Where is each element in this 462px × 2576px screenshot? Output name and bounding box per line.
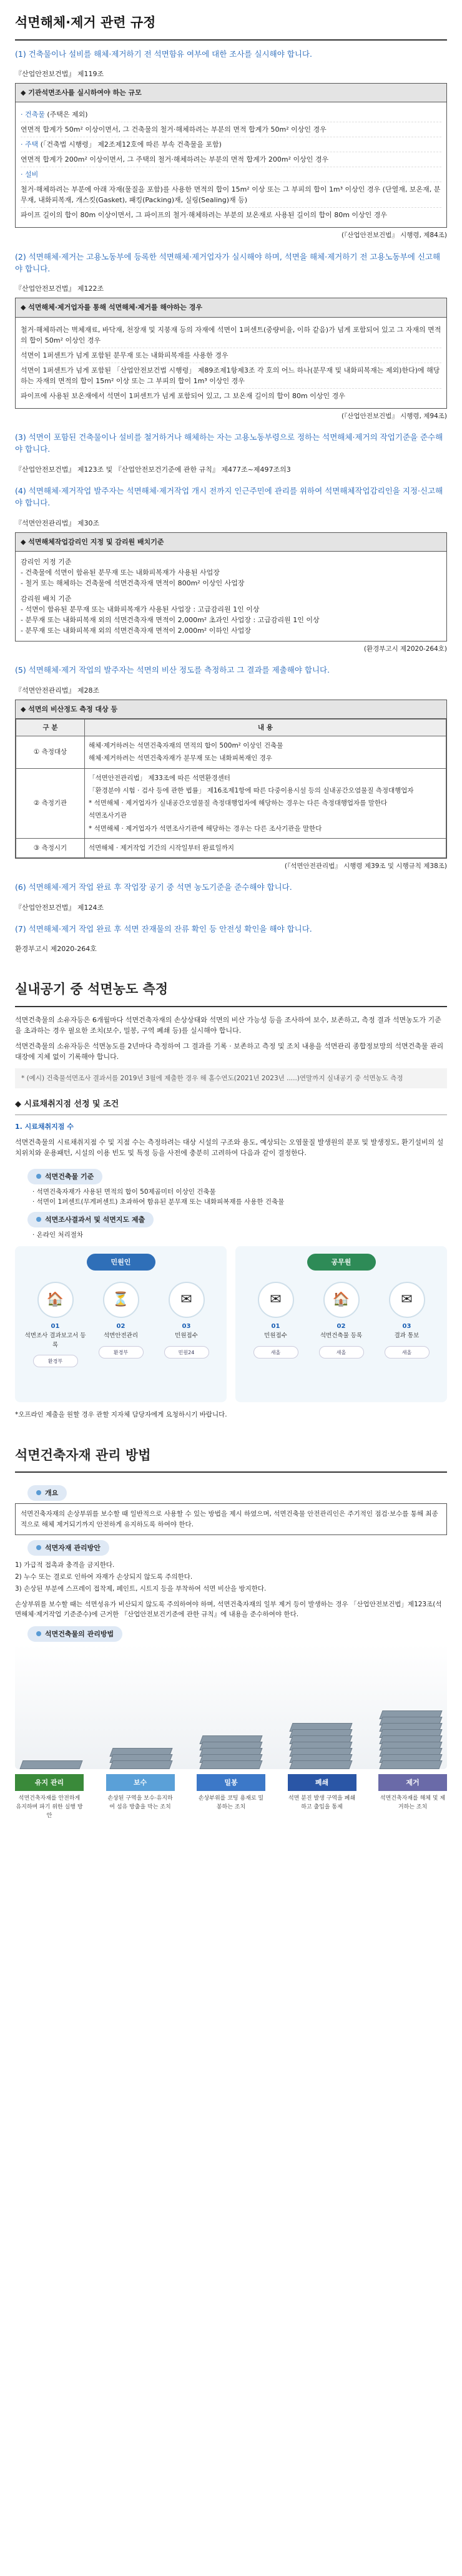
- panel-civil-tag: 민원인: [87, 1254, 155, 1271]
- row-category: · 설비: [21, 170, 39, 179]
- note-2: (『산업안전보건법』 시행령, 제94조): [341, 412, 447, 420]
- table-line: 석면조사기관: [89, 812, 127, 820]
- box-1-row: [21, 107, 441, 122]
- law-6: 『산업안전보건법』 제124조: [15, 903, 104, 912]
- row-text: 연면적 합계가 200m² 이상이면서, 그 주택의 철거·해체하려는 부분의 면적 합계가 200m² 이상인 경우: [21, 155, 329, 164]
- step-icon: ✉: [169, 1282, 205, 1318]
- method-label: 제거: [378, 1774, 447, 1791]
- box-4-row: - 철거 또는 해체하는 건축물에 석면건축자재 면적이 800m² 이상인 사업장: [21, 578, 245, 587]
- step-icon: ⏳: [103, 1282, 139, 1318]
- table-row: [16, 838, 446, 857]
- step-number: 01: [271, 1323, 280, 1330]
- box-1-head: ◆ 기관석면조사를 실시하여야 하는 규모: [16, 84, 446, 102]
- box-4-row: 감리인 지정 기준: [21, 557, 72, 566]
- offline-footnote: *오프라인 제출을 원할 경우 관할 지자체 담당자에게 요청하시기 바랍니다.: [15, 1411, 227, 1419]
- rule-1: (1) 건축물이나 설비를 해체·제거하기 전 석면함유 여부에 대한 조사를 실시해야 합니다.: [15, 49, 312, 59]
- law-2: 『산업안전보건법』 제122조: [15, 285, 104, 293]
- methods-illustration: [15, 1644, 447, 1769]
- rule-3: (3) 석면이 포함된 건축물이나 설비를 철거하거나 해체하는 자는 고용노동부령으로 정하는 석면해체·제거의 작업기준을 준수해야 합니다.: [15, 432, 443, 454]
- law-4: 『석면안전관리법』 제30조: [15, 519, 100, 527]
- pill-label: 석면조사결과서 및 석면지도 제출: [45, 1216, 145, 1224]
- step-number: 01: [51, 1323, 60, 1330]
- rule-4: (4) 석면해체·제거작업 발주자는 석면해체·제거작업 개시 전까지 인근주민에 관리를 위하여 석면해체작업감리인을 지정·신고해야 합니다.: [15, 485, 443, 508]
- step-logo: 민원24: [164, 1346, 209, 1359]
- rule-2: (2) 석면해체·제거는 고용노동부에 등록한 석면해체·제거업자가 실시해야 하며, 석면을 해체·제거하기 전 고용노동부에 신고해야 합니다.: [15, 251, 441, 274]
- method-desc: 석면건축자재를 안전하게 유지하며 파기 위한 실행 방안: [16, 1795, 83, 1820]
- row-text: 파이프 길이의 합이 80m 이상이면서, 그 파이프의 철거·해체하려는 부분의 보온재로 사용된 길이의 합이 80m 이상인 경우: [21, 211, 388, 220]
- material-slab: [379, 1760, 442, 1769]
- table-header-category: 구 분: [16, 719, 85, 736]
- flow-step: [155, 1282, 218, 1367]
- material-stack: [291, 1725, 351, 1769]
- material-slab: [19, 1760, 82, 1769]
- box-4-row: - 분무재 또는 내화피복재 외의 석면건축자재 면적이 2,000m² 초과인 사업장 : 고급감리원 1인 이상: [21, 615, 320, 624]
- box-5: [15, 700, 447, 859]
- step-label: 석면조사 결과보고서 등록: [24, 1332, 86, 1349]
- method-label: 보수: [106, 1774, 175, 1791]
- pill-label: 개요: [45, 1489, 59, 1498]
- step-label: 석면건축물 등록: [320, 1332, 363, 1339]
- pill-label: 석면건축물 기준: [45, 1172, 94, 1181]
- box-2-row: 철거·해체하려는 벽체재료, 바닥재, 천장재 및 지붕재 등의 자재에 석면이 1퍼센트(중량비율, 이하 같음)가 넘게 포함되어 있고 그 자재의 면적의 합이 50m² 이상인 경우: [21, 323, 441, 348]
- law-5: 『석면안전관리법』 제28조: [15, 686, 100, 695]
- management-step: 3) 손상된 부분에 스프레이 접착제, 페인트, 시트지 등을 부착하여 석면 비산을 방지한다.: [15, 1585, 267, 1593]
- measure-table: [16, 719, 446, 858]
- criteria-line: · 석면건축자재가 사용된 면적의 합이 50제곱미터 이상인 건축물: [32, 1188, 216, 1196]
- management-step: 2) 누수 또는 결로로 인하여 자재가 손상되지 않도록 주의한다.: [15, 1573, 193, 1581]
- pill-building-criteria: [27, 1169, 102, 1184]
- table-cell-content: [85, 838, 446, 857]
- box-1-row: [21, 137, 441, 152]
- note-5: (『석면안전관리법』 시행령 제39조 및 시행규칙 제38조): [284, 862, 447, 871]
- sampling-point-text: 석면건축물의 시료채취지점 수 및 지점 수는 측정하려는 대상 시설의 구조와 용도, 예상되는 오염물질 발생원의 분포 및 발생정도, 환기설비의 설치위치와 운용패턴, 시설의 이용 빈도 및 특정 등을 사전에 충분히 고려하여 다음과 같이 결정한다.: [15, 1138, 444, 1158]
- note-1: (『산업안전보건법』 시행령, 제84조): [341, 232, 447, 240]
- table-row: [16, 768, 446, 838]
- rule-5: (5) 석면해체·제거 작업의 발주자는 석면의 비산 정도를 측정하고 그 결과를 제출해야 합니다.: [15, 665, 330, 675]
- box-4-row: - 석면이 함유된 분무재 또는 내화피복재가 사용된 사업장 : 고급감리원 1인 이상: [21, 605, 260, 613]
- table-line: 「환경분야 시험 · 검사 등에 관한 법률」 제16조제1항에 따른 다중이용시설 등의 실내공간오염물질 측정대행업자: [89, 786, 414, 794]
- online-procedure: · 온라인 처리절차: [32, 1231, 84, 1239]
- box-1-row: [21, 152, 441, 167]
- box-4-row: - 분무재 또는 내화피복재 외의 석면건축자재 면적이 2,000m² 이하인 사업장: [21, 626, 251, 635]
- procedure-flow: [15, 1246, 447, 1402]
- sampling-point-title: 1. 시료채취지점 수: [15, 1123, 74, 1131]
- pill-label: 석면자재 관리방안: [45, 1543, 101, 1552]
- box-2: [15, 298, 447, 408]
- box-2-head: ◆ 석면해체·제거업자를 통해 석면해체·제거를 해야하는 경우: [16, 298, 446, 317]
- row-category: · 건축물: [21, 110, 47, 119]
- box-1-row: [21, 182, 441, 208]
- methods-descriptions: [15, 1795, 447, 1831]
- box-1-row: [21, 167, 441, 182]
- material-slab: [199, 1760, 262, 1769]
- section2-para-1: 석면건축물의 소유자등은 6개월마다 석면건축자재의 손상상태와 석면의 비산 가능성 등을 조사하여 보수, 보존하고, 측정 결과 석면농도가 기준을 초과하는 경우 필요한 조치(보수, 밀봉, 구역 폐쇄 등)를 실시해야 합니다.: [15, 1015, 441, 1035]
- method-desc: 석면건축자재를 해체 및 제거하는 조치: [380, 1795, 446, 1811]
- table-line: 해체·제거하려는 석면건축자재가 분무재 또는 내화피복재인 경우: [89, 754, 272, 763]
- step-icon: 🏠: [37, 1282, 74, 1318]
- step-logo: 환경부: [99, 1346, 144, 1359]
- section3-title: 석면건축자재 관리 방법: [15, 1432, 447, 1473]
- row-text: (「건축법 시행령」 제2조제12호에 따른 부속 건축물을 포함): [40, 140, 222, 149]
- table-cell-category: ③ 측정시기: [16, 838, 85, 857]
- row-text: (주택은 제외): [47, 110, 88, 119]
- table-cell-content: [85, 768, 446, 838]
- row-text: 연면적 합계가 50m² 이상이면서, 그 건축물의 철거·해체하려는 부분의 면적 합계가 50m² 이상인 경우: [21, 125, 327, 134]
- step-label: 석면안전관리: [103, 1332, 139, 1339]
- method-label: 밀봉: [197, 1774, 265, 1791]
- step-number: 03: [182, 1323, 191, 1330]
- step-icon: 🏠: [323, 1282, 360, 1318]
- row-text: 철거·해체하려는 부분에 아래 자재(물질을 포함)를 사용한 면적의 합이 15m² 이상 또는 그 부피의 합이 1m³ 이상인 경우 (단열재, 보온재, 분무재, 내화피복재, 개스킷(Gasket), 패킹(Packing)재, 실링(Sealing)재 등): [21, 185, 441, 205]
- table-header-content: 내 용: [85, 719, 446, 736]
- pill-overview: [27, 1485, 67, 1501]
- table-cell-category: ② 측정기관: [16, 768, 85, 838]
- management-extra: 손상부위를 보수할 때는 석면성유가 비산되지 않도록 주의하여야 하며, 석면건축자재의 일부 제거 등이 발생하는 경우 「산업안전보건법」제123조(석면해체·제거작업 기준준수)에 근거한 『산업안전보건기준에 관한 규칙』에 내용을 준수하여야 한다.: [15, 1600, 442, 1618]
- material-slab: [109, 1760, 172, 1769]
- row-category: · 주택: [21, 140, 41, 149]
- step-logo: 새올: [385, 1346, 430, 1359]
- rule-7: (7) 석면해체·제거 작업 완료 후 석면 잔재물의 잔류 확인 등 안전성 확인을 해야 합니다.: [15, 924, 312, 934]
- step-icon: ✉: [389, 1282, 425, 1318]
- dot-icon: [36, 1490, 41, 1495]
- material-stack: [201, 1738, 261, 1769]
- step-logo: 새올: [253, 1346, 298, 1359]
- table-line: 해체·제거하려는 석면건축자재의 면적의 합이 500m² 이상인 건축물: [89, 742, 283, 750]
- flow-step: [90, 1282, 152, 1367]
- criteria-list: [15, 1187, 447, 1208]
- box-4-head: ◆ 석면해체작업감리인 지정 및 감리원 배치기준: [16, 533, 446, 552]
- law-1: 『산업안전보건법』 제119조: [15, 69, 104, 78]
- box-5-head: ◆ 석면의 비산정도 측정 대상 등: [16, 700, 446, 719]
- material-stack: [21, 1763, 81, 1769]
- flow-step: [310, 1282, 373, 1358]
- dot-icon: [36, 1631, 41, 1636]
- pill-management: [27, 1540, 109, 1556]
- step-number: 03: [402, 1323, 411, 1330]
- step-logo: 새올: [319, 1346, 364, 1359]
- step-label: 민원접수: [175, 1332, 198, 1339]
- table-cell-content: [85, 736, 446, 769]
- box-1-body: [16, 102, 446, 227]
- pill-methods: [27, 1626, 122, 1642]
- panel-official-tag: 공무원: [307, 1254, 376, 1271]
- box-4-row: - 건축물에 석면이 함유된 분무재 또는 내화피복재가 사용된 사업장: [21, 568, 220, 577]
- box-2-row: 파이프에 사용된 보온재에서 석면이 1퍼센트가 넘게 포함되어 있고, 그 보온재 길이의 합이 80m 이상인 경우: [21, 391, 345, 400]
- box-2-body: [16, 318, 446, 408]
- table-cell-category: ① 측정대상: [16, 736, 85, 769]
- method-label: 폐쇄: [288, 1774, 356, 1791]
- rule-6: (6) 석면해체·제거 작업 완료 후 작업장 공기 중 석면 농도기준을 준수해야 합니다.: [15, 882, 292, 892]
- table-line: 「석면안전관리법」 제33조에 따른 석면환경센터: [89, 774, 230, 782]
- material-slab: [289, 1760, 352, 1769]
- table-line: 석면해체 · 제거작업 기간의 시작일부터 완료일까지: [89, 844, 235, 852]
- management-step: 1) 가급적 접촉과 충격을 금지한다.: [15, 1561, 115, 1569]
- box-1-row: [21, 208, 441, 222]
- step-label: 민원접수: [264, 1332, 287, 1339]
- box-4-row: [21, 588, 441, 593]
- dot-icon: [36, 1174, 41, 1179]
- section1-title: 석면해체·제거 관련 규정: [15, 0, 447, 41]
- section2-title: 실내공기 중 석면농도 측정: [15, 965, 447, 1007]
- table-row: [16, 736, 446, 769]
- example-note: * (예시) 건축물석면조사 결과서를 2019년 3월에 제출한 경우 해 홀수연도(2021년 2023년 .....)연말까지 실내공기 중 석면농도 측정: [15, 1068, 447, 1088]
- step-icon: ✉: [258, 1282, 294, 1318]
- dot-icon: [36, 1545, 41, 1550]
- box-4-body: [16, 552, 446, 641]
- management-steps: [15, 1560, 447, 1619]
- step-number: 02: [116, 1323, 125, 1330]
- material-stack: [111, 1750, 171, 1769]
- box-2-row: 석면이 1퍼센트가 넘게 포함된 분무재 또는 내화피복재를 사용한 경우: [21, 348, 441, 363]
- section2-para-2: 석면건축물의 소유자등은 석면농도를 2년마다 측정하여 그 결과를 기록 · 보존하고 측정 및 조치 내용을 석면관리 종합정보망의 석면건축물 관리대장에 지체 없이 기록해야 합니다.: [15, 1042, 444, 1061]
- sampling-title: ◆ 시료채취지점 선정 및 조건: [15, 1098, 447, 1115]
- box-2-row: 석면이 1퍼센트가 넘게 포함된 「산업안전보건법 시행령」 제89조제1항제3조 각 호의 어느 하나(분무재 및 내화피복재는 제외)한다)에 해당하는 자재의 면적의 합이 15m² 이상 또는 그 부피의 합이 1m³ 이상인 경우: [21, 363, 441, 389]
- table-line: * 석면해체 · 제거업자가 석면조사기관에 해당하는 경우는 다른 조사기관을 말한다: [89, 824, 322, 832]
- pill-submission: [27, 1212, 154, 1227]
- flow-step: [245, 1282, 307, 1358]
- dot-icon: [36, 1217, 41, 1222]
- methods-labels: [15, 1774, 447, 1791]
- panel-official: [235, 1246, 447, 1402]
- pill-label: 석면건축물의 관리방법: [45, 1630, 114, 1639]
- method-label: 유지 관리: [15, 1774, 84, 1791]
- flow-step: [24, 1282, 87, 1367]
- flow-step: [376, 1282, 438, 1358]
- table-line: * 석면해체 · 제거업자가 실내공간오염물질 측정대행업자에 해당하는 경우는 다른 측정대행업자를 말한다: [89, 799, 388, 807]
- box-1: [15, 83, 447, 228]
- panel-civil: [15, 1246, 227, 1402]
- method-desc: 손상부위를 코팅 용재로 밀봉하는 조치: [198, 1795, 264, 1811]
- overview-box: 석면건축자재의 손상부위를 보수할 때 일반적으로 사용할 수 있는 방법을 제시 하였으며, 석면건축물 안전관리인은 주기적인 점검·보수를 통해 최종적으로 해체 제거되기까지 안전하게 유지하도록 하여야 한다.: [15, 1503, 447, 1535]
- method-desc: 석면 분진 발생 구역을 폐쇄하고 출입을 통제: [288, 1795, 356, 1811]
- criteria-line: · 석면이 1퍼센트(무게퍼센트) 초과하여 함유된 분무재 또는 내화피복재를 사용한 건축물: [32, 1198, 285, 1206]
- law-7: 환경부고시 제2020-264호: [15, 945, 97, 954]
- material-stack: [381, 1713, 441, 1769]
- note-4: (환경부고시 제2020-264호): [363, 645, 447, 653]
- step-number: 02: [337, 1323, 346, 1330]
- step-label: 결과 통보: [394, 1332, 420, 1339]
- box-4-row: 감리원 배치 기준: [21, 594, 72, 603]
- box-1-row: [21, 122, 441, 137]
- box-4: [15, 532, 447, 642]
- step-logo: 환경부: [33, 1355, 78, 1367]
- law-3: 『산업안전보건법』 제123조 및 『산업안전보건기준에 관한 규칙』 제477조~제497조의3: [15, 465, 291, 474]
- method-desc: 손상된 구역을 보수·유지하여 섬유 방출을 막는 조치: [107, 1795, 173, 1811]
